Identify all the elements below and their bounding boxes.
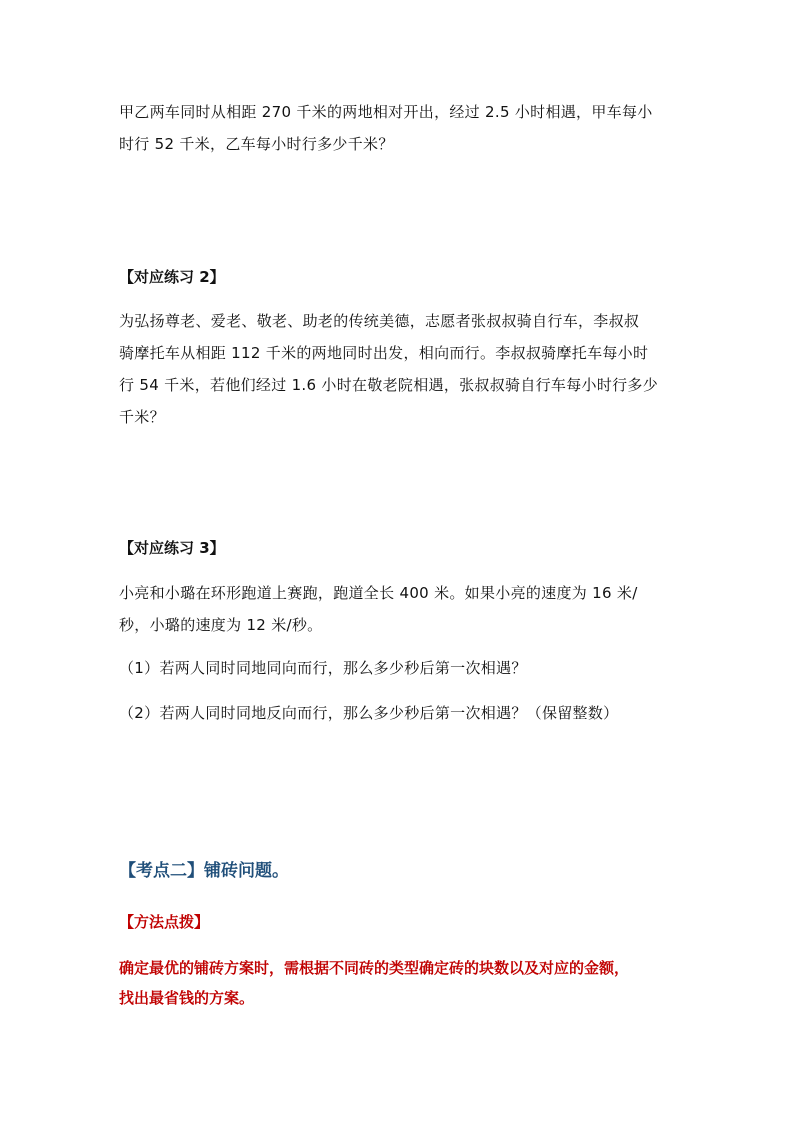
exercise3-line-1: 小亮和小璐在环形跑道上赛跑，跑道全长 400 米。如果小亮的速度为 16 米/ [119, 584, 638, 602]
exercise2-line-2: 骑摩托车从相距 112 千米的两地同时出发，相向而行。李叔叔骑摩托车每小时 [119, 344, 649, 362]
method-heading: 【方法点拨】 [119, 913, 210, 931]
exercise3-heading: 【对应练习 3】 [119, 539, 225, 557]
method-line-1: 确定最优的铺砖方案时，需根据不同砖的类型确定砖的块数以及对应的金额， [119, 959, 630, 977]
problem-top-line-2: 时行 52 千米，乙车每小时行多少千米？ [119, 135, 394, 153]
problem-top-line-1: 甲乙两车同时从相距 270 千米的两地相对开出，经过 2.5 小时相遇，甲车每小 [119, 103, 653, 121]
exercise3-question-2 [119, 697, 689, 729]
problem-top-text [119, 96, 689, 160]
method-text [119, 953, 679, 1013]
exercise3-line-2: 秒，小璐的速度为 12 米/秒。 [119, 616, 323, 634]
exercise2-line-4: 千米？ [119, 408, 165, 426]
exercise2-line-1: 为弘扬尊老、爱老、敬老、助老的传统美德，志愿者张叔叔骑自行车，李叔叔 [119, 312, 640, 330]
exercise3-question-1 [119, 652, 689, 684]
exercise2-line-3: 行 54 千米，若他们经过 1.6 小时在敬老院相遇，张叔叔骑自行车每小时行多少 [119, 376, 659, 394]
exercise2-heading: 【对应练习 2】 [119, 268, 225, 286]
method-line-2: 找出最省钱的方案。 [119, 989, 255, 1007]
exercise3-text [119, 577, 689, 641]
exercise2-text [119, 305, 689, 433]
exercise3-question-2-text: （2）若两人同时同地反向而行，那么多少秒后第一次相遇？（保留整数） [119, 704, 619, 722]
exercise3-question-1-text: （1）若两人同时同地同向而行，那么多少秒后第一次相遇？ [119, 659, 527, 677]
kaodian2-title: 【考点二】铺砖问题。 [119, 861, 289, 881]
